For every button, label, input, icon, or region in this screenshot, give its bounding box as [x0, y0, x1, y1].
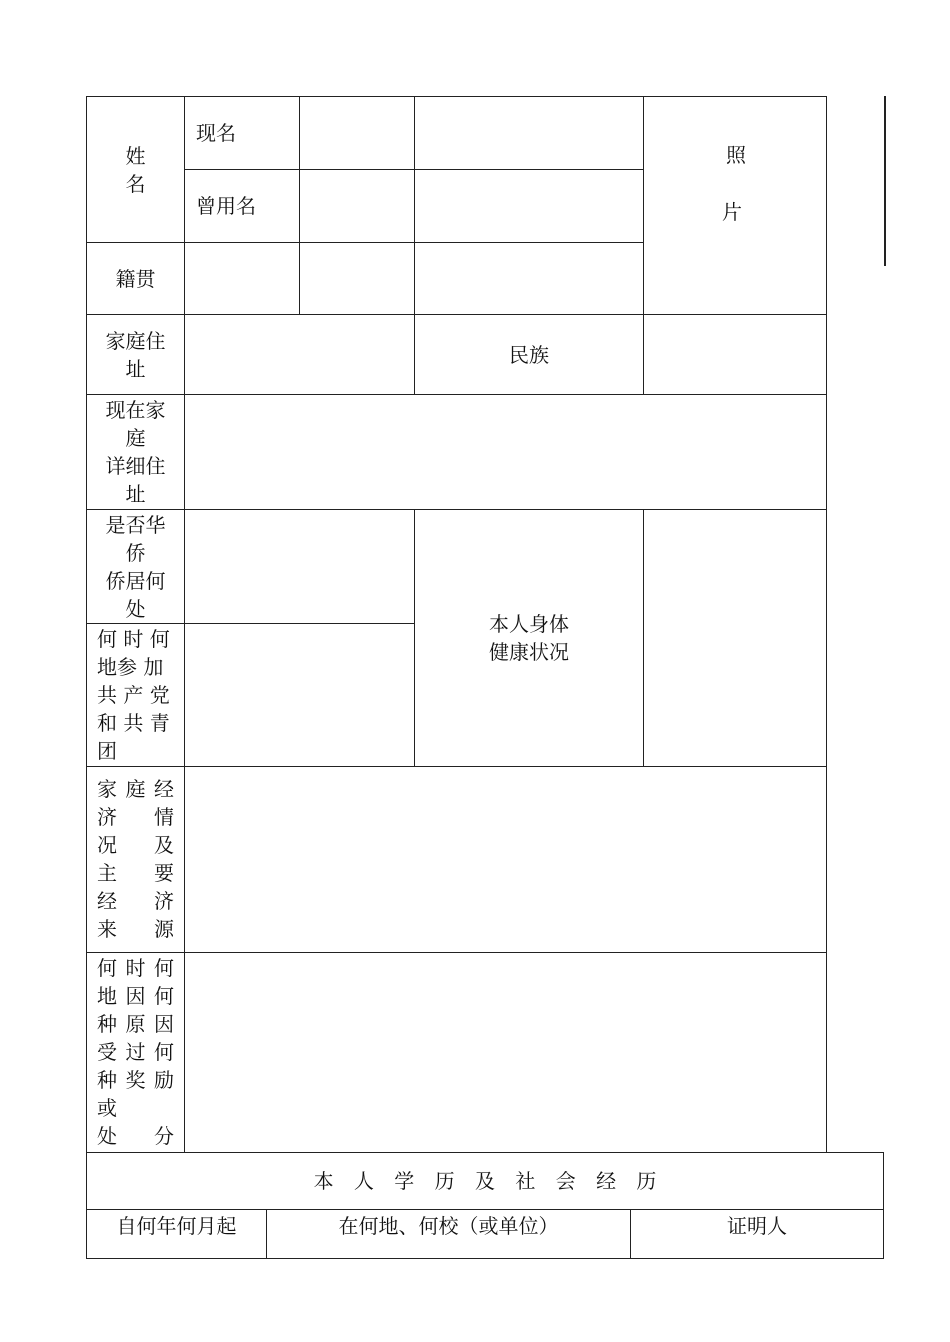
name-label-line-1: 姓	[125, 143, 146, 168]
health-label-line-2: 健康状况	[489, 640, 569, 664]
health-field[interactable]	[643, 509, 827, 767]
awards-label-line-4: 受过何	[97, 1040, 174, 1064]
native-place-field-2[interactable]	[299, 242, 415, 315]
overseas-label-line-2: 侨	[125, 540, 146, 565]
home-address-label-line-2: 址	[125, 356, 146, 381]
family-economy-label-cell	[86, 766, 185, 953]
awards-label-line-6: 或	[97, 1096, 117, 1120]
name-label-cell	[86, 96, 185, 243]
family-economy-field[interactable]	[184, 766, 827, 953]
home-address-field[interactable]	[184, 314, 415, 395]
family-economy-label-line-5: 经济	[97, 889, 174, 913]
ethnicity-field[interactable]	[643, 314, 827, 395]
current-name-label-cell	[184, 96, 300, 170]
photo-label-line-1: 照	[726, 143, 746, 167]
awards-label-line-5: 种奖励	[97, 1068, 174, 1092]
party-label-line-1: 何 时 何	[97, 627, 170, 651]
name-label-line-2: 名	[125, 171, 146, 196]
overseas-label-line-1: 是否华	[105, 512, 166, 537]
history-col-place	[266, 1209, 631, 1259]
ethnicity-label: 民族	[509, 342, 549, 367]
history-col-witness-label: 证明人	[727, 1214, 787, 1238]
party-label-line-3: 共 产 党	[97, 683, 170, 707]
family-economy-label-line-3: 况及	[97, 833, 174, 857]
photo-cell[interactable]	[643, 96, 827, 315]
native-place-label: 籍贯	[115, 266, 156, 291]
current-address-label-line-2: 庭	[125, 426, 146, 450]
history-col-start-date	[86, 1209, 267, 1259]
current-address-label-line-4: 址	[125, 482, 146, 506]
party-label-line-4: 和 共 青	[97, 711, 170, 735]
native-place-label-cell	[86, 242, 185, 315]
party-label-line-2: 地参 加	[97, 655, 164, 679]
current-address-label-line-1: 现在家	[105, 398, 166, 422]
photo-label-line-2: 片	[722, 200, 742, 224]
awards-label-line-7: 处分	[97, 1124, 174, 1148]
current-address-label-line-3: 详细住	[105, 454, 166, 478]
overseas-label-line-3: 侨居何	[105, 568, 166, 593]
home-address-label-cell	[86, 314, 185, 395]
party-label-cell	[86, 623, 185, 767]
awards-field[interactable]	[184, 952, 827, 1153]
family-economy-label-line-4: 主要	[97, 861, 174, 885]
former-name-field-2[interactable]	[414, 169, 644, 243]
awards-label-line-1: 何时何	[97, 956, 174, 980]
current-address-field[interactable]	[184, 394, 827, 510]
history-col-place-label: 在何地、何校（或单位）	[338, 1214, 559, 1238]
native-place-field-3[interactable]	[414, 242, 644, 315]
history-title: 本 人 学 历 及 社 会 经 历	[313, 1169, 657, 1193]
health-label-line-1: 本人身体	[489, 612, 569, 636]
current-address-label-cell	[86, 394, 185, 510]
former-name-label: 曾用名	[196, 194, 256, 218]
family-economy-label-line-1: 家庭经	[97, 777, 174, 801]
history-col-witness	[630, 1209, 884, 1259]
family-economy-label-line-6: 来源	[97, 917, 174, 941]
history-col-start-date-label: 自何年何月起	[116, 1214, 237, 1238]
margin-divider-line	[884, 96, 886, 266]
home-address-label-line-1: 家庭住	[105, 328, 166, 353]
health-label-cell	[414, 509, 644, 767]
former-name-field-1[interactable]	[299, 169, 415, 243]
awards-label-line-3: 种原因	[97, 1012, 174, 1036]
party-label-line-5: 团	[97, 739, 117, 763]
family-economy-label-line-2: 济情	[97, 805, 174, 829]
ethnicity-label-cell	[414, 314, 644, 395]
awards-label-cell	[86, 952, 185, 1153]
former-name-label-cell	[184, 169, 300, 243]
native-place-field-1[interactable]	[184, 242, 300, 315]
overseas-label-line-4: 处	[125, 596, 146, 621]
current-name-field-1[interactable]	[299, 96, 415, 170]
awards-label-line-2: 地因何	[97, 984, 174, 1008]
overseas-field[interactable]	[184, 509, 415, 624]
current-name-label: 现名	[196, 121, 236, 145]
overseas-label-cell	[86, 509, 185, 624]
party-field[interactable]	[184, 623, 415, 767]
history-title-cell	[86, 1152, 884, 1210]
current-name-field-2[interactable]	[414, 96, 644, 170]
